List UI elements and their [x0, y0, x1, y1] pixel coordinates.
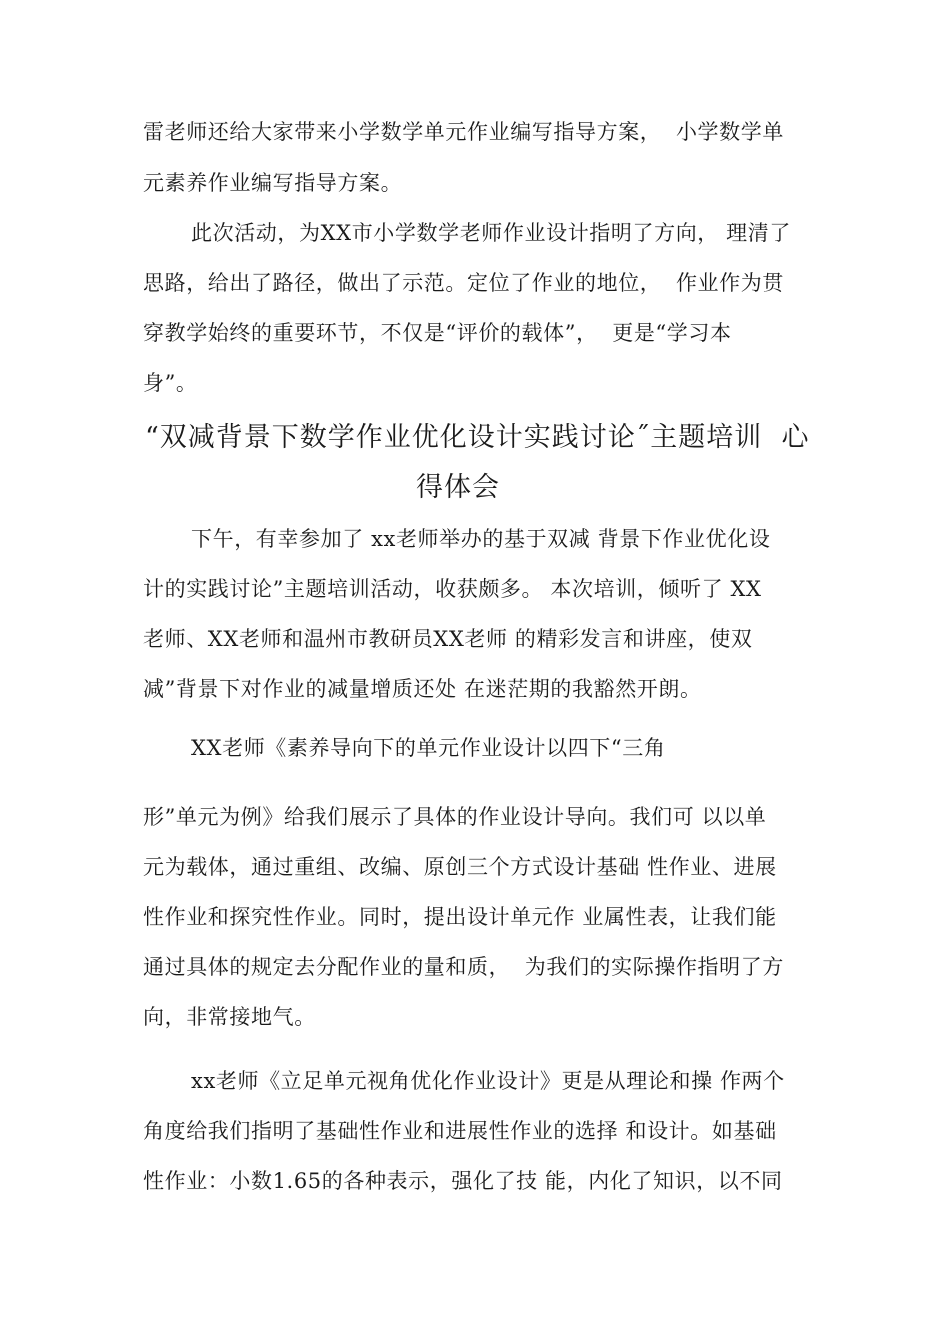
paragraph-line: 形”单元为例》给我们展示了具体的作业设计导向。我们可 以以单 — [143, 805, 767, 829]
paragraph-line: XX老师《素养导向下的单元作业设计以四下“三角 — [191, 736, 666, 760]
paragraph-line: 计的实践讨论”主题培训活动，收获颇多。 本次培训，倾听了 XX — [143, 577, 762, 601]
paragraph-line: xx老师《立足单元视角优化作业设计》更是从理论和操 作两个 — [191, 1069, 785, 1093]
paragraph-line: 老师、XX老师和温州市教研员XX老师 的精彩发言和讲座，使双 — [143, 627, 753, 651]
paragraph-line: 性作业：小数1.65的各种表示，强化了技 能，内化了知识，以不同 — [143, 1169, 783, 1193]
section-title-line: 得体会 — [416, 472, 500, 503]
summary-line: 思路，给出了路径，做出了示范。定位了作业的地位， 作业作为贯 — [143, 271, 784, 295]
paragraph-line: 元为载体，通过重组、改编、原创三个方式设计基础 性作业、进展 — [143, 855, 777, 879]
intro-line: 雷老师还给大家带来小学数学单元作业编写指导方案， 小学数学单 — [143, 120, 784, 144]
paragraph-line: 下午，有幸参加了 xx老师举办的基于双减 背景下作业优化设 — [191, 527, 771, 551]
paragraph-line: 减”背景下对作业的减量增质还处 在迷茫期的我豁然开朗。 — [143, 677, 702, 701]
paragraph-line: 性作业和探究性作业。同时，提出设计单元作 业属性表，让我们能 — [143, 905, 777, 929]
summary-line: 身”。 — [143, 371, 198, 395]
summary-line: 穿教学始终的重要环节，不仅是“评价的载体”， 更是“学习本 — [143, 321, 732, 345]
intro-line: 元素养作业编写指导方案。 — [143, 171, 403, 195]
section-title-line: “双减背景下数学作业优化设计实践讨论˝主题培训 心 — [145, 422, 810, 453]
paragraph-line: 通过具体的规定去分配作业的量和质， 为我们的实际操作指明了方 — [143, 955, 784, 979]
paragraph-line: 向，非常接地气。 — [143, 1005, 316, 1029]
summary-line: 此次活动，为XX市小学数学老师作业设计指明了方向， 理清了 — [191, 221, 791, 245]
paragraph-line: 角度给我们指明了基础性作业和进展性作业的选择 和设计。如基础 — [143, 1119, 777, 1143]
